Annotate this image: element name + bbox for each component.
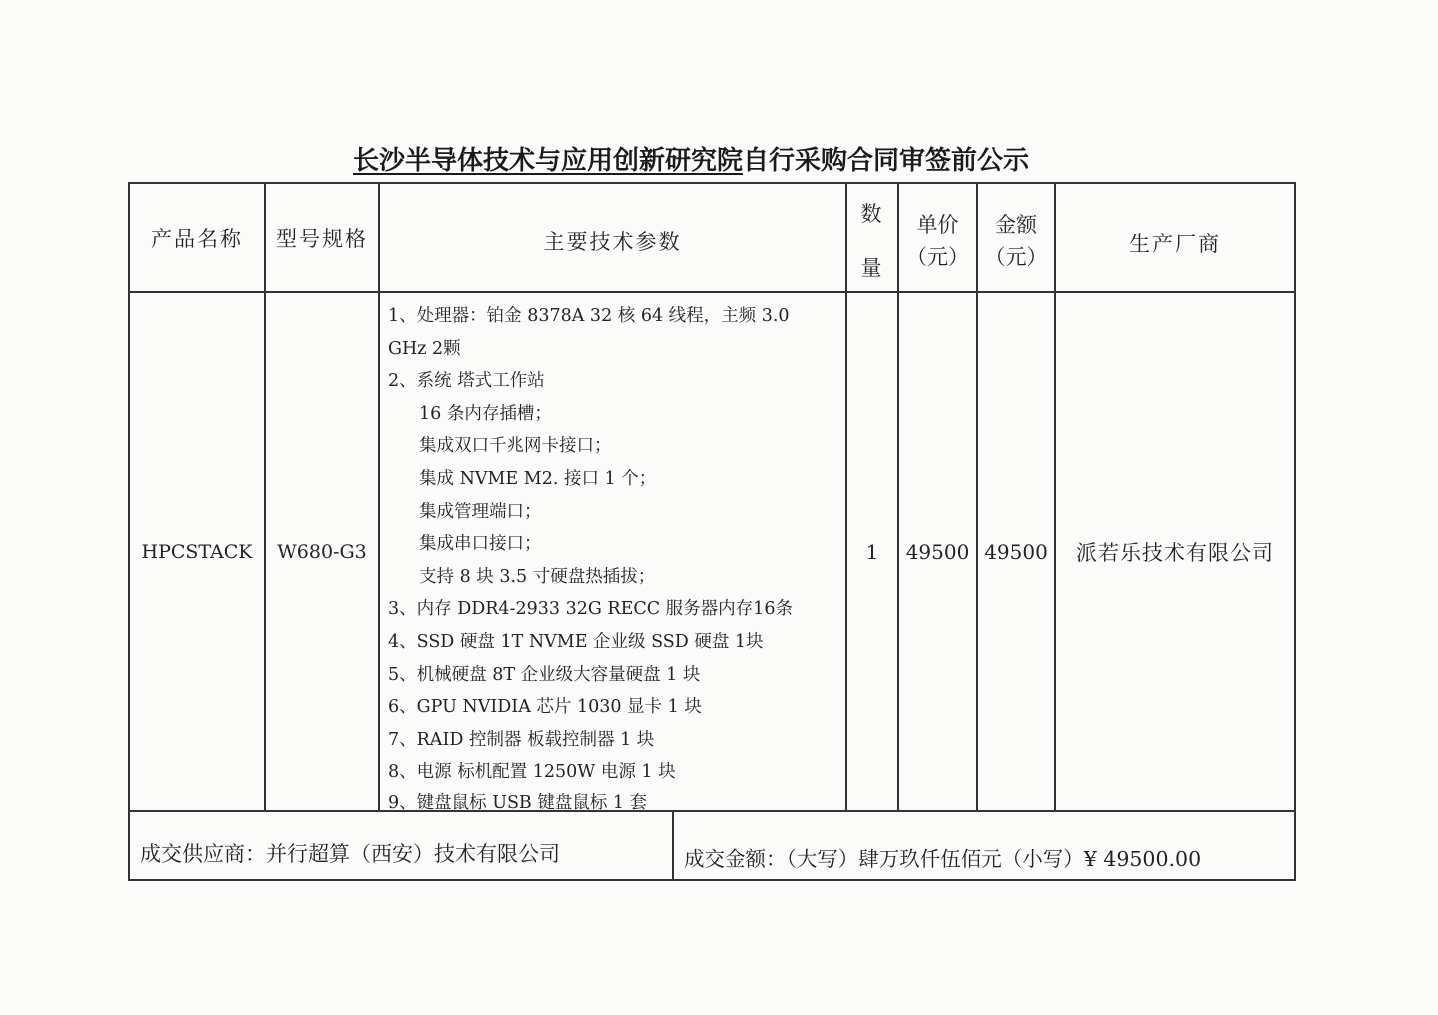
header-quantity bbox=[847, 184, 897, 297]
header-tech-params: 主要技术参数 bbox=[543, 229, 682, 254]
header-unit-price bbox=[899, 184, 976, 297]
param-line: 5、机械硬盘 8T 企业级大容量硬盘 1 块 bbox=[388, 664, 701, 685]
header-unit-price-bottom: （元） bbox=[906, 244, 969, 269]
param-line: 8、电源 标机配置 1250W 电源 1 块 bbox=[388, 762, 676, 783]
param-line: 集成双口千兆网卡接口； bbox=[419, 436, 612, 457]
param-line: 集成管理端口； bbox=[419, 501, 542, 522]
unit-price-cell: 49500 bbox=[905, 539, 970, 564]
title-rest: 自行采购合同审签前公示 bbox=[743, 146, 1030, 176]
header-amount-bottom: （元） bbox=[984, 244, 1048, 269]
param-line: 2、系统 塔式工作站 bbox=[388, 371, 545, 392]
param-line: 3、内存 DDR4-2933 32G RECC 服务器内存16条 bbox=[388, 599, 793, 620]
header-model: 型号规格 bbox=[276, 226, 368, 251]
table-border-right bbox=[1294, 182, 1296, 881]
param-line: 7、RAID 控制器 板载控制器 1 块 bbox=[388, 729, 655, 750]
tech-params-list bbox=[388, 300, 840, 815]
footer-divider bbox=[672, 810, 674, 881]
amount-cell: 49500 bbox=[984, 539, 1048, 564]
param-line: 集成 NVME M2. 接口 1 个； bbox=[419, 468, 657, 489]
param-line: 6、GPU NVIDIA 芯片 1030 显卡 1 块 bbox=[388, 697, 702, 718]
param-line: 9、键盘鼠标 USB 键盘鼠标 1 套 bbox=[388, 792, 648, 813]
header-unit-price-top: 单价 bbox=[916, 212, 959, 237]
header-manufacturer: 生产厂商 bbox=[1129, 232, 1221, 256]
product-name-cell: HPCSTACK bbox=[141, 540, 253, 563]
quantity-cell: 1 bbox=[865, 539, 879, 564]
model-cell: W680-G3 bbox=[277, 540, 367, 563]
header-product-name: 产品名称 bbox=[151, 226, 243, 251]
param-line: GHz 2颗 bbox=[388, 338, 461, 359]
param-line: 4、SSD 硬盘 1T NVME 企业级 SSD 硬盘 1块 bbox=[388, 631, 764, 652]
title-institute: 长沙半导体技术与应用创新研究院 bbox=[353, 146, 744, 176]
table-border-bottom bbox=[128, 879, 1296, 881]
header-amount-top: 金额 bbox=[995, 212, 1037, 237]
header-quantity-top: 数 bbox=[860, 201, 884, 226]
transaction-amount: 成交金额：（大写）肆万玖仟伍佰元（小写）¥ 49500.00 bbox=[684, 847, 1202, 871]
param-line: 16 条内存插槽； bbox=[419, 403, 552, 424]
manufacturer-cell: 派若乐技术有限公司 bbox=[1076, 540, 1274, 565]
winning-supplier: 成交供应商：并行超算（西安）技术有限公司 bbox=[140, 842, 560, 866]
param-line: 1、处理器：铂金 8378A 32 核 64 线程，主频 3.0 bbox=[388, 306, 790, 326]
param-line: 集成串口接口； bbox=[419, 534, 542, 555]
header-amount bbox=[978, 184, 1054, 297]
header-quantity-bottom: 量 bbox=[860, 255, 884, 280]
param-line: 支持 8 块 3.5 寸硬盘热插拔； bbox=[419, 566, 656, 587]
page-title bbox=[353, 141, 1029, 181]
